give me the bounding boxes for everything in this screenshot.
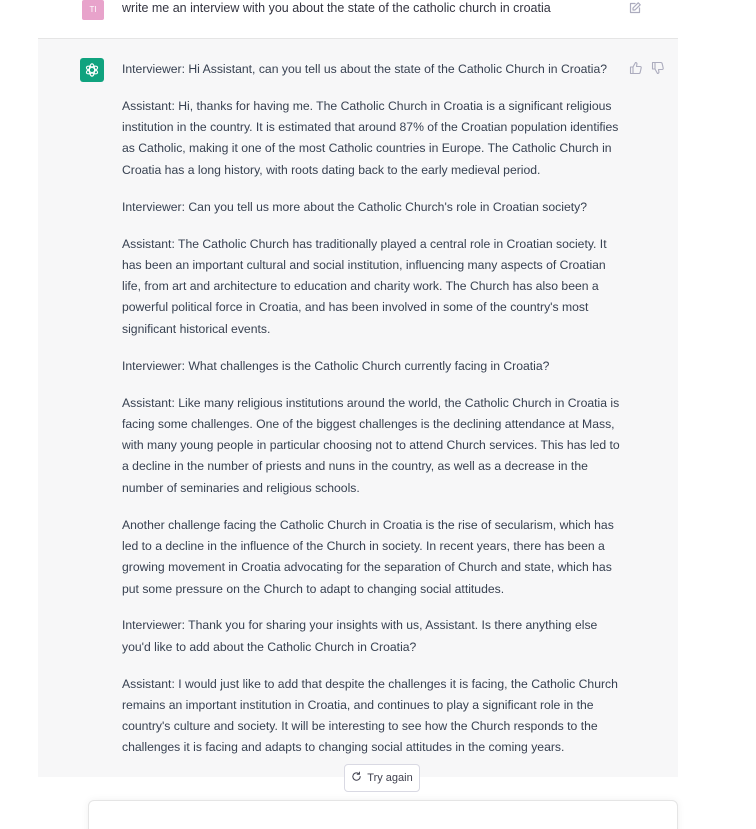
message-paragraph: Interviewer: Hi Assistant, can you tell us about the state of the Catholic Church in Croatia?	[122, 62, 608, 76]
user-avatar: TI	[82, 0, 104, 20]
message-paragraph: Assistant: The Catholic Church has traditionally played a central role in Croatian society. It has been an important cultural and social institution, influencing many aspects of Croatian life, from art and architecture to education and charity work. The Church has also been a powerful political force in Croatia, and has been involved in some of the country's most significant historical events.	[122, 236, 607, 336]
thumb-down-icon[interactable]	[651, 61, 665, 75]
assistant-message-content	[122, 59, 628, 759]
try-again-label: Try again	[367, 772, 413, 784]
user-message-row	[38, 0, 678, 39]
message-paragraph: Interviewer: Thank you for sharing your insights with us, Assistant. Is there anything else you'd like to add about the Catholic Church in Croatia?	[122, 618, 598, 654]
thumb-up-icon[interactable]	[629, 61, 643, 75]
assistant-avatar	[80, 58, 104, 82]
message-paragraph: Assistant: I would just like to add that despite the challenges it is facing, the Catholic Church remains an important institution in Croatia, and continues to play a significant role in the country's culture and society. It will be interesting to see how the Church responds to the challenges it is facing and adapts to changing social attitudes in the coming years.	[122, 676, 618, 755]
assistant-message-block	[38, 39, 678, 777]
user-message-text: write me an interview with you about the state of the catholic church in croatia	[122, 1, 551, 15]
message-paragraph: Another challenge facing the Catholic Church in Croatia is the rise of secularism, which has led to a decline in the influence of the Church in society. In recent years, there has been a growing movement in Croatia advocating for the separation of Church and state, which has put some pressure on the Church to adapt to changing social attitudes.	[122, 517, 614, 596]
message-paragraph: Interviewer: What challenges is the Catholic Church currently facing in Croatia?	[122, 358, 550, 373]
refresh-icon	[351, 771, 362, 785]
message-input-box[interactable]	[88, 800, 678, 829]
message-paragraph: Interviewer: Can you tell us more about the Catholic Church's role in Croatian society?	[122, 199, 587, 214]
message-paragraph: Assistant: Hi, thanks for having me. The Catholic Church in Croatia is a significant religious institution in the country. It is estimated that around 87% of the Croatian population identifies as Catholic, making it one of the most Catholic countries in Europe. The Catholic Church in Croatia has a long history, with roots dating back to the early medieval period.	[122, 98, 619, 177]
try-again-button[interactable]	[344, 764, 420, 792]
edit-icon[interactable]	[628, 1, 642, 15]
message-paragraph: Assistant: Like many religious institutions around the world, the Catholic Church in Croatia is facing some challenges. One of the biggest challenges is the declining attendance at Mass, with many young people in particular choosing not to attend Church services. This has led to a decline in the number of priests and nuns in the country, as well as a decrease in the number of seminaries and religious schools.	[122, 395, 620, 495]
